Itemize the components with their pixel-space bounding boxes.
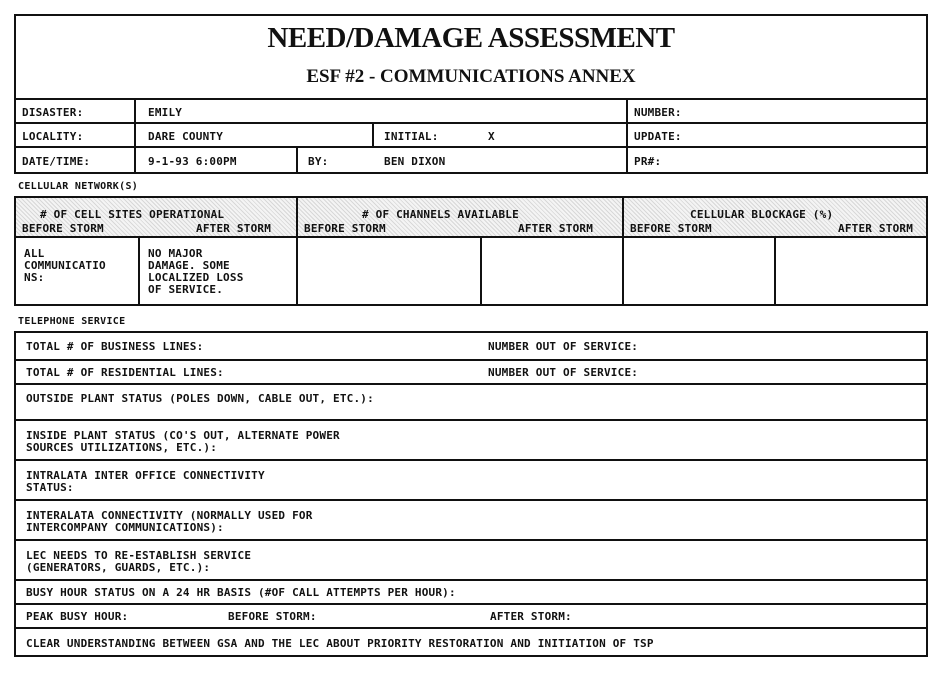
interalata-label: INTERALATA CONNECTIVITY (NORMALLY USED FOR INTERCOMPANY COMMUNICATIONS): — [26, 509, 313, 534]
after-storm-header: AFTER STORM — [518, 222, 594, 235]
telephone-table — [14, 331, 928, 657]
divider — [14, 359, 928, 361]
divider — [14, 419, 928, 421]
update-label: UPDATE: — [634, 130, 682, 143]
initial-label: INITIAL: — [384, 130, 439, 143]
peak-after-storm-label: AFTER STORM: — [490, 610, 572, 623]
after-storm-header: AFTER STORM — [196, 222, 272, 235]
peak-busy-hour-label: PEAK BUSY HOUR: — [26, 610, 129, 623]
datetime-value: 9-1-93 6:00PM — [148, 155, 237, 168]
divider — [14, 603, 928, 605]
divider — [14, 499, 928, 501]
telephone-section-title: TELEPHONE SERVICE — [18, 316, 126, 327]
divider — [296, 146, 298, 174]
disaster-value: EMILY — [148, 106, 183, 119]
intralata-label: INTRALATA INTER OFFICE CONNECTIVITY STATUS: — [26, 469, 265, 494]
divider — [14, 146, 928, 148]
cell-sites-after-value: NO MAJOR DAMAGE. SOME LOCALIZED LOSS OF SERVICE. — [148, 247, 244, 296]
inside-plant-label: INSIDE PLANT STATUS (CO'S OUT, ALTERNATE POWER SOURCES UTILIZATIONS, ETC.): — [26, 429, 340, 454]
divider — [14, 383, 928, 385]
divider — [626, 98, 628, 174]
divider — [622, 196, 624, 306]
residential-lines-label: TOTAL # OF RESIDENTIAL LINES: — [26, 366, 224, 379]
divider — [14, 627, 928, 629]
after-storm-header: AFTER STORM — [838, 222, 914, 235]
number-label: NUMBER: — [634, 106, 682, 119]
divider — [14, 459, 928, 461]
outside-plant-label: OUTSIDE PLANT STATUS (POLES DOWN, CABLE OUT, ETC.): — [26, 392, 374, 405]
lec-needs-label: LEC NEEDS TO RE-ESTABLISH SERVICE (GENERATORS, GUARDS, ETC.): — [26, 549, 252, 574]
locality-value: DARE COUNTY — [148, 130, 224, 143]
by-value: BEN DIXON — [384, 155, 446, 168]
page-title: NEED/DAMAGE ASSESSMENT — [267, 22, 675, 54]
clear-understanding-label: CLEAR UNDERSTANDING BETWEEN GSA AND THE LEC ABOUT PRIORITY RESTORATION AND INITIATION OF TSP — [26, 637, 654, 650]
cellular-section-title: CELLULAR NETWORK(S) — [18, 181, 139, 192]
initial-value: X — [488, 130, 495, 143]
before-storm-header: BEFORE STORM — [304, 222, 386, 235]
peak-before-storm-label: BEFORE STORM: — [228, 610, 317, 623]
divider — [14, 236, 928, 238]
pr-label: PR#: — [634, 155, 662, 168]
divider — [774, 236, 776, 306]
residential-out-of-service-label: NUMBER OUT OF SERVICE: — [488, 366, 639, 379]
divider — [296, 196, 298, 306]
before-storm-header: BEFORE STORM — [630, 222, 712, 235]
divider — [14, 122, 928, 124]
cell-sites-header: # OF CELL SITES OPERATIONAL — [40, 208, 225, 221]
before-storm-header: BEFORE STORM — [22, 222, 104, 235]
divider — [14, 98, 928, 100]
business-out-of-service-label: NUMBER OUT OF SERVICE: — [488, 340, 639, 353]
by-label: BY: — [308, 155, 329, 168]
page-subtitle: ESF #2 - COMMUNICATIONS ANNEX — [306, 66, 636, 87]
disaster-label: DISASTER: — [22, 106, 84, 119]
locality-label: LOCALITY: — [22, 130, 84, 143]
divider — [372, 122, 374, 146]
divider — [134, 98, 136, 174]
cell-sites-before-value: ALL COMMUNICATIO NS: — [24, 247, 106, 284]
datetime-label: DATE/TIME: — [22, 155, 91, 168]
business-lines-label: TOTAL # OF BUSINESS LINES: — [26, 340, 204, 353]
busy-hour-label: BUSY HOUR STATUS ON A 24 HR BASIS (#OF CALL ATTEMPTS PER HOUR): — [26, 586, 456, 599]
channels-header: # OF CHANNELS AVAILABLE — [362, 208, 519, 221]
divider — [14, 579, 928, 581]
divider — [480, 236, 482, 306]
blockage-header: CELLULAR BLOCKAGE (%) — [690, 208, 834, 221]
divider — [14, 539, 928, 541]
divider — [138, 236, 140, 306]
